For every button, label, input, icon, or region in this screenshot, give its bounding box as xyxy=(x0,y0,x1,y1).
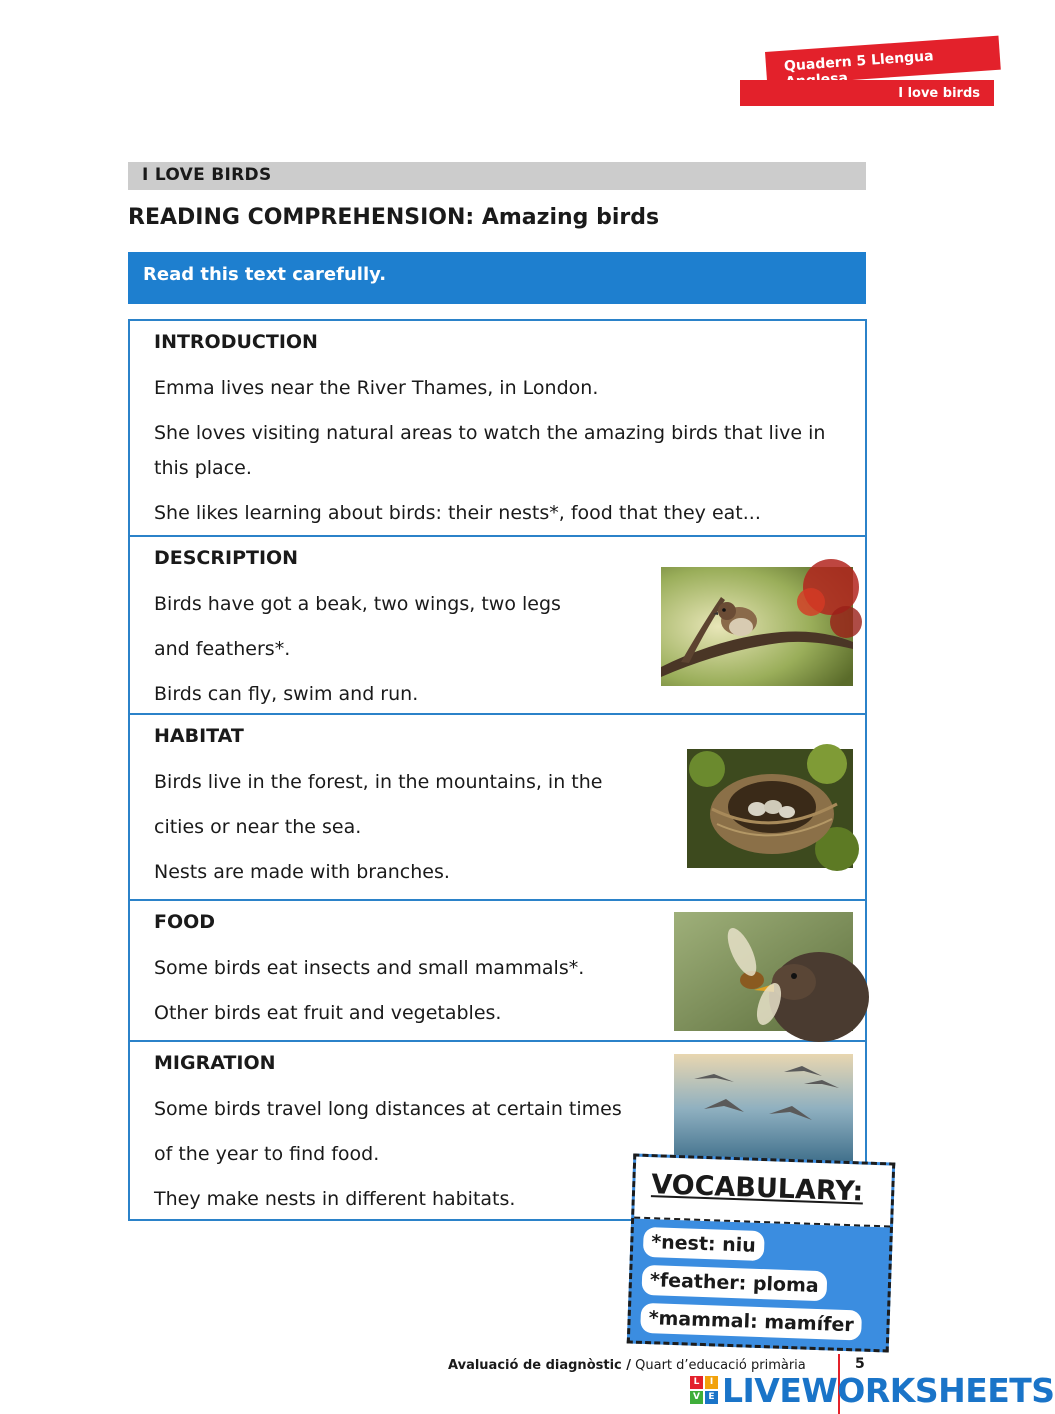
section-introduction xyxy=(130,321,865,537)
page-title: READING COMPREHENSION: Amazing birds xyxy=(128,205,660,230)
vocabulary-title-text: VOCABULARY xyxy=(650,1169,853,1208)
section-line: Birds have got a beak, two wings, two legs xyxy=(154,593,561,615)
vocab-item-mammal: *mammal: mamífer xyxy=(640,1303,862,1341)
section-line: Birds can fly, swim and run. xyxy=(154,683,419,705)
section-line: cities or near the sea. xyxy=(154,816,362,838)
header-ribbon-subject: Quadern 5 Llengua xyxy=(765,36,1001,86)
section-line: Emma lives near the River Thames, in London. xyxy=(154,377,599,399)
section-line: Some birds travel long distances at certain times xyxy=(154,1098,622,1120)
vocabulary-title-colon: : xyxy=(851,1176,864,1208)
section-bar: I LOVE BIRDS xyxy=(128,162,866,190)
section-line: this place. xyxy=(154,457,252,479)
liveworksheets-logo-icon xyxy=(690,1376,718,1404)
section-habitat xyxy=(130,715,865,901)
section-title: INTRODUCTION xyxy=(154,331,318,353)
section-line: They make nests in different habitats. xyxy=(154,1188,516,1210)
section-title: DESCRIPTION xyxy=(154,547,299,569)
section-line: of the year to find food. xyxy=(154,1143,380,1165)
section-line: She likes learning about birds: their nests*, food that they eat... xyxy=(154,502,761,524)
section-food xyxy=(130,901,865,1042)
migrating-cranes-photo xyxy=(674,1054,853,1164)
sparrow-photo xyxy=(661,567,853,686)
footer-bold-text: Avaluació de diagnòstic / xyxy=(448,1358,632,1373)
reading-text-box xyxy=(128,319,867,1221)
section-line: She loves visiting natural areas to watch the amazing birds that live in xyxy=(154,422,826,444)
section-title: HABITAT xyxy=(154,725,244,747)
vocabulary-header xyxy=(634,1157,892,1228)
page-number: 5 xyxy=(855,1356,865,1372)
bird-eating-insect-photo xyxy=(674,912,853,1031)
logo-letter: L xyxy=(690,1376,703,1389)
logo-letter: I xyxy=(705,1376,718,1389)
section-title: MIGRATION xyxy=(154,1052,276,1074)
footer-grade-text: Quart d’educació primària xyxy=(631,1358,806,1373)
section-line: Birds live in the forest, in the mountains, in the xyxy=(154,771,603,793)
vocab-item-feather: *feather: ploma xyxy=(641,1265,827,1301)
vocab-item-nest: *nest: niu xyxy=(643,1227,765,1261)
liveworksheets-logo xyxy=(690,1372,1055,1408)
nest-photo xyxy=(687,749,853,868)
section-line: and feathers*. xyxy=(154,638,291,660)
vocabulary-card xyxy=(627,1153,895,1352)
section-line: Other birds eat fruit and vegetables. xyxy=(154,1002,502,1024)
logo-letter: E xyxy=(705,1391,718,1404)
section-title: FOOD xyxy=(154,911,216,933)
section-line: Some birds eat insects and small mammals*. xyxy=(154,957,585,979)
header-ribbon-topic: I love birds xyxy=(740,80,994,106)
liveworksheets-logo-text: LIVEWORKSHEETS xyxy=(722,1370,1055,1410)
vocabulary-card-body xyxy=(627,1153,895,1352)
section-description xyxy=(130,537,865,715)
instruction-banner: Read this text carefully. xyxy=(128,252,866,304)
vocabulary-title xyxy=(651,1169,864,1207)
section-line: Nests are made with branches. xyxy=(154,861,450,883)
logo-letter: V xyxy=(690,1391,703,1404)
